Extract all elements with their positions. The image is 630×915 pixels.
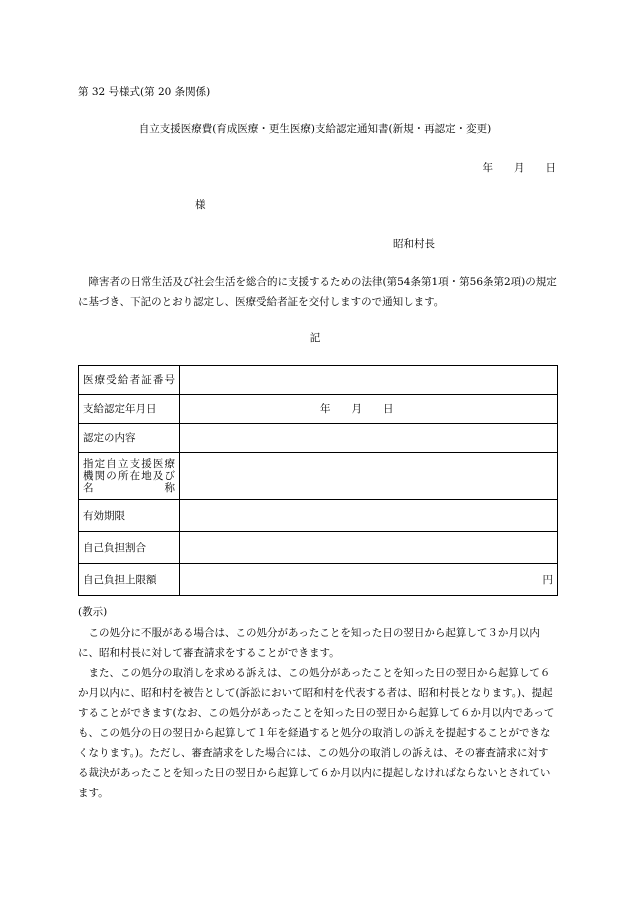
table-row (79, 395, 558, 424)
certification-table (78, 365, 558, 596)
notice-paragraph-lawsuit: また、この処分の取消しを求める訴えは、この処分があったことを知った日の翌日から起算して６か月以内に、昭和村を被告として(訴訟において昭和村を代表する者は、昭和村長となります。)、提起することができます(なお、この処分があったことを知った日の翌日から起算して６か月以内であっても、この処分の日の翌日から起算して１年を経過すると処分の取消しの訴えを提起することができなくなります。)。ただし、審査請求をした場合には、この処分の取消しの訴えは、その審査請求に対する裁決があったことを知った日の翌日から起算して６か月以内に提起しなければならないとされています。 (78, 667, 555, 799)
addressee-suffix: 様 (195, 199, 206, 211)
table-row (79, 424, 558, 453)
table-row (79, 453, 558, 500)
row-label-institution: 指定自立支援医療機関の所在地及び名称 (79, 453, 180, 500)
row-label-content: 認定の内容 (79, 424, 180, 453)
row-label-copay-limit: 自己負担上限額 (79, 564, 180, 596)
table-row (79, 366, 558, 395)
document-title: 自立支援医療費(育成医療・更生医療)支給認定通知書(新規・再認定・変更) (138, 123, 492, 135)
table-row (79, 532, 558, 564)
issue-date: 年 月 日 (482, 162, 556, 174)
notice-heading: (教示) (78, 606, 108, 618)
row-label-cert-date: 支給認定年月日 (79, 395, 180, 424)
table-row (79, 564, 558, 596)
row-value-institution (180, 453, 558, 500)
row-value-cert-date: 年 月 日 (180, 395, 558, 424)
row-value-copay-ratio (180, 532, 558, 564)
row-label-card-number: 医療受給者証番号 (79, 366, 180, 395)
row-value-copay-limit: 円 (180, 564, 558, 596)
intro-paragraph: 障害者の日常生活及び社会生活を総合的に支援するための法律(第54条第1項・第56条第2項)の規定に基づき、下記のとおり認定し、医療受給者証を交付しますので通知します。 (78, 276, 557, 308)
row-value-content (180, 424, 558, 453)
row-value-validity (180, 500, 558, 532)
notice-paragraph-appeal: この処分に不服がある場合は、この処分があったことを知った日の翌日から起算して３か月以内に、昭和村長に対して審査請求をすることができます。 (78, 627, 540, 659)
ki-heading: 記 (309, 332, 321, 344)
issuer-name: 昭和村長 (393, 238, 435, 250)
row-value-card-number (180, 366, 558, 395)
table-row (79, 500, 558, 532)
row-label-validity: 有効期限 (79, 500, 180, 532)
form-number: 第 32 号様式(第 20 条関係) (78, 86, 211, 98)
row-label-copay-ratio: 自己負担割合 (79, 532, 180, 564)
